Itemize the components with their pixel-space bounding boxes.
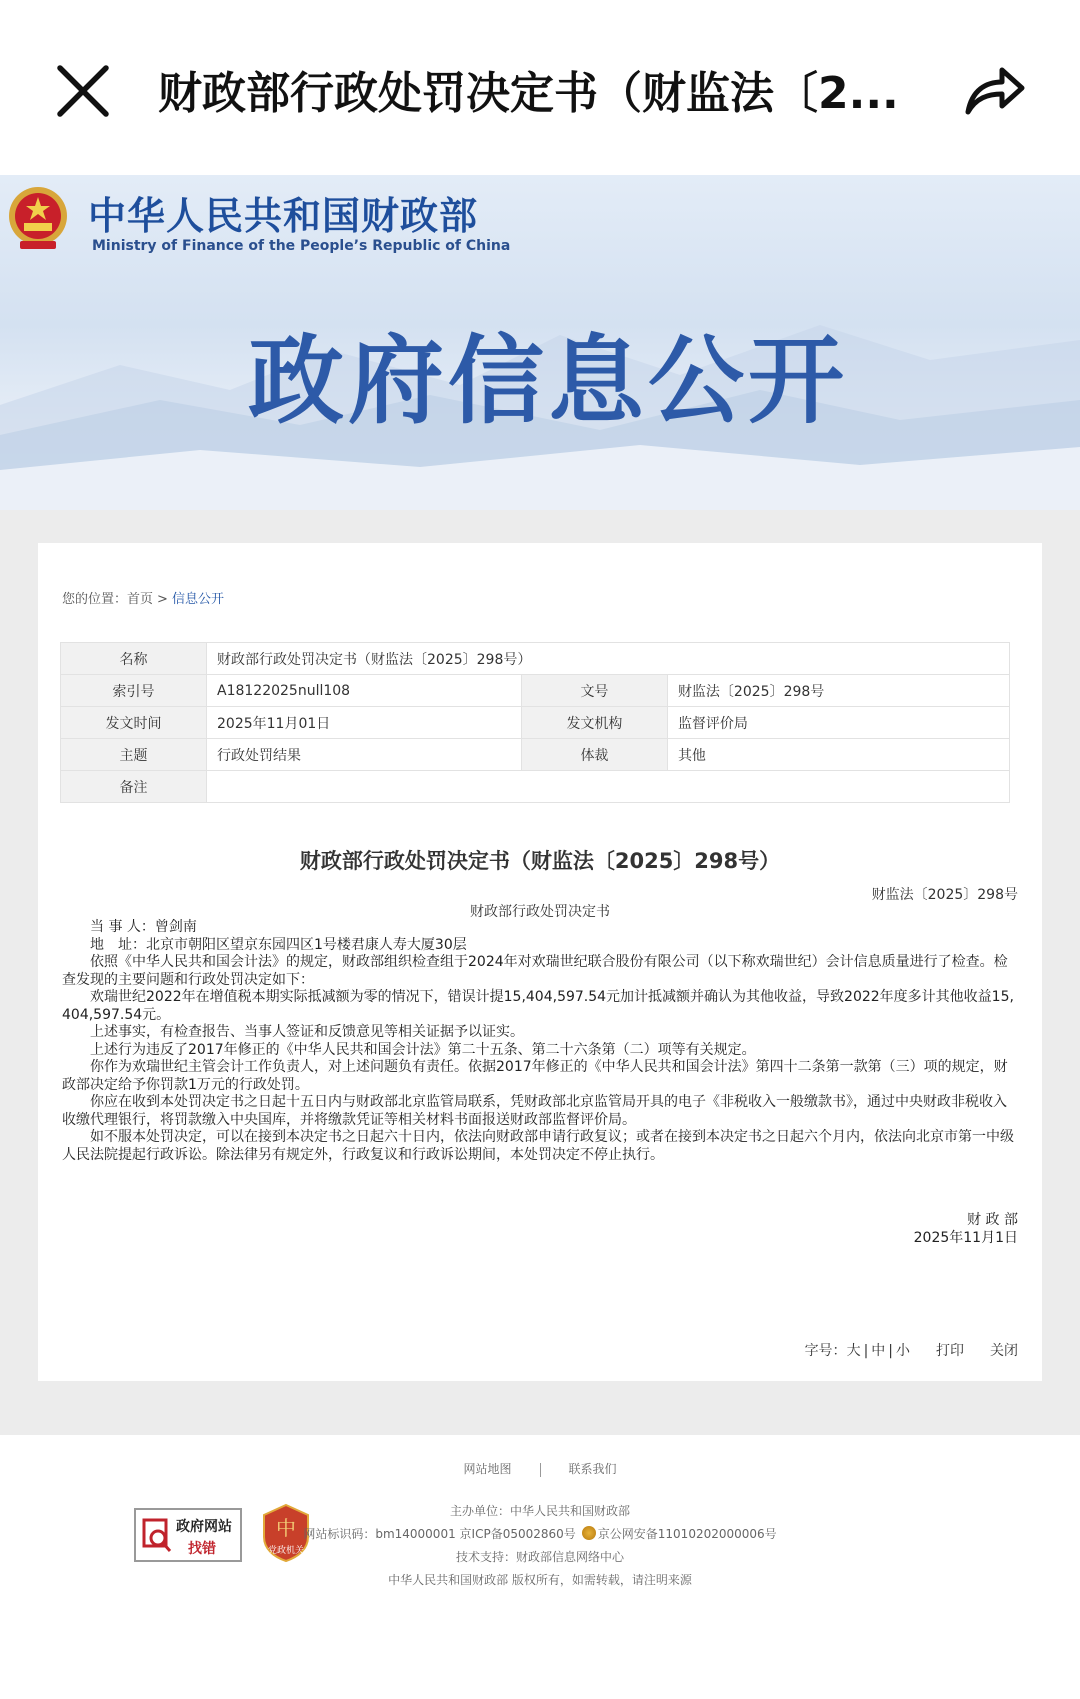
font-size-small-button[interactable]: 小 bbox=[896, 1343, 910, 1359]
signature-date: 2025年11月1日 bbox=[913, 1230, 1018, 1246]
body-paragraph: 如不服本处罚决定，可以在接到本决定书之日起六十日内，依法向财政部申请行政复议；或者在接到本决定书之日起六个月内，依法向北京市第一中级人民法院提起行政诉讼。除法律另有规定外，行政复议和行政诉讼期间，本处罚决定不停止执行。 bbox=[62, 1129, 1014, 1163]
footer-copyright: 中华人民共和国财政部 版权所有，如需转载，请注明来源 bbox=[388, 1573, 692, 1587]
site-id: 网站标识码：bm14000001 bbox=[303, 1527, 456, 1541]
contact-link[interactable]: 联系我们 bbox=[568, 1462, 617, 1476]
sitemap-link[interactable]: 网站地图 bbox=[463, 1462, 512, 1476]
document-title: 财政部行政处罚决定书（财监法〔2025〕298号） bbox=[299, 849, 781, 873]
breadcrumb-current-link[interactable]: 信息公开 bbox=[171, 592, 224, 607]
meta-label: 文号 bbox=[521, 675, 667, 707]
banner-heading: 政府信息公开 bbox=[248, 325, 848, 437]
meta-label: 主题 bbox=[61, 739, 207, 771]
breadcrumb-separator: > bbox=[157, 592, 168, 607]
document-subtitle: 财政部行政处罚决定书 bbox=[470, 904, 610, 920]
ministry-name-en: Ministry of Finance of the People’s Republic of China bbox=[92, 238, 511, 254]
banner bbox=[0, 175, 1080, 510]
signature-org: 财 政 部 bbox=[967, 1212, 1018, 1228]
footer-links bbox=[0, 1460, 1080, 1477]
ministry-name-cn: 中华人民共和国财政部 bbox=[88, 194, 479, 238]
share-icon[interactable] bbox=[962, 60, 1028, 122]
body-paragraph: 当 事 人：曾剑南 bbox=[90, 919, 197, 935]
divider: | bbox=[863, 1343, 869, 1359]
page-tools bbox=[805, 1340, 1018, 1360]
body-paragraph: 依照《中华人民共和国会计法》的规定，财政部组织检查组于2024年对欢瑞世纪联合股份有限公司（以下称欢瑞世纪）会计信息质量进行了检查。检查发现的主要问题和行政处罚决定如下： bbox=[62, 954, 1008, 988]
document-body bbox=[62, 919, 1018, 1164]
divider bbox=[540, 1463, 541, 1477]
meta-value bbox=[207, 771, 1010, 803]
divider: | bbox=[888, 1343, 893, 1359]
breadcrumb-home-link[interactable]: 首页 bbox=[127, 592, 154, 607]
print-button[interactable]: 打印 bbox=[936, 1343, 964, 1359]
font-size-medium-button[interactable]: 中 bbox=[871, 1343, 886, 1359]
meta-label: 名称 bbox=[61, 643, 207, 675]
content-card bbox=[38, 543, 1042, 1381]
meta-row-date bbox=[61, 707, 1010, 739]
icp-link[interactable]: 京ICP备05002860号 bbox=[459, 1527, 576, 1541]
footer-records bbox=[0, 1525, 1080, 1542]
page-title: 财政部行政处罚决定书（财监法〔2... bbox=[158, 68, 899, 119]
meta-value: 财政部行政处罚决定书（财监法〔2025〕298号） bbox=[207, 643, 1010, 675]
meta-label: 备注 bbox=[61, 771, 207, 803]
meta-label: 索引号 bbox=[61, 675, 207, 707]
breadcrumb-prefix: 您的位置： bbox=[62, 592, 128, 607]
badge-gov-line1: 政府网站 bbox=[176, 1519, 232, 1535]
meta-row-name bbox=[61, 643, 1010, 675]
signature-block bbox=[914, 1211, 1018, 1247]
body-paragraph: 上述行为违反了2017年修正的《中华人民共和国会计法》第二十五条、第二十六条第（二）项等有关规定。 bbox=[90, 1041, 756, 1058]
close-page-button[interactable]: 关闭 bbox=[990, 1343, 1018, 1359]
breadcrumb bbox=[62, 588, 224, 607]
document-number: 财监法〔2025〕298号 bbox=[871, 887, 1018, 903]
meta-label: 体裁 bbox=[521, 739, 667, 771]
document-meta-table bbox=[60, 642, 1010, 803]
font-size-large-button[interactable]: 大 bbox=[846, 1343, 861, 1359]
meta-value: 财监法〔2025〕298号 bbox=[667, 675, 1009, 707]
meta-row-remark bbox=[61, 771, 1010, 803]
meta-row-index bbox=[61, 675, 1010, 707]
font-size-label: 字号： bbox=[804, 1343, 847, 1359]
body-paragraph: 欢瑞世纪2022年在增值税本期实际抵减额为零的情况下，错误计提15,404,597.54元加计抵减额并确认为其他收益，导致2022年度多计其他收益15,404,597.54元。 bbox=[62, 989, 1014, 1023]
police-badge-icon bbox=[582, 1526, 596, 1540]
footer-tech: 技术支持：财政部信息网络中心 bbox=[455, 1550, 624, 1564]
meta-value: 行政处罚结果 bbox=[207, 739, 522, 771]
national-emblem-icon bbox=[6, 183, 70, 253]
meta-value: 2025年11月01日 bbox=[207, 707, 522, 739]
body-paragraph: 上述事实，有检查报告、当事人签证和反馈意见等相关证据予以证实。 bbox=[90, 1024, 524, 1040]
badge-red-label: 党政机关 bbox=[267, 1546, 304, 1556]
meta-value: A18122025null108 bbox=[207, 675, 522, 707]
footer bbox=[0, 1435, 1080, 1615]
meta-row-topic bbox=[61, 739, 1010, 771]
body-paragraph: 你作为欢瑞世纪主管会计工作负责人，对上述问题负有责任。依据2017年修正的《中华人民共和国会计法》第四十二条第一款第（三）项的规定，财政部决定给予你罚款1万元的行政处罚。 bbox=[62, 1059, 1008, 1093]
svg-text:中: 中 bbox=[276, 1516, 296, 1540]
meta-label: 发文机构 bbox=[521, 707, 667, 739]
app-bar bbox=[0, 0, 1080, 175]
meta-value: 监督评价局 bbox=[667, 707, 1009, 739]
footer-sponsor: 主办单位：中华人民共和国财政部 bbox=[449, 1504, 630, 1518]
police-record-link[interactable]: 京公网安备11010202000006号 bbox=[597, 1527, 777, 1541]
meta-label: 发文时间 bbox=[61, 707, 207, 739]
body-paragraph: 你应在收到本处罚决定书之日起十五日内与财政部北京监管局联系，凭财政部北京监管局开具的电子《非税收入一般缴款书》，通过中央财政非税收入收缴代理银行，将罚款缴入中央国库，并将缴款凭证等相关材料书面报送财政部监督评价局。 bbox=[62, 1094, 1007, 1128]
badge-gov-line2: 找错 bbox=[188, 1541, 216, 1557]
meta-value: 其他 bbox=[667, 739, 1009, 771]
close-icon[interactable] bbox=[52, 60, 114, 122]
body-paragraph: 地 址：北京市朝阳区望京东园四区1号楼君康人寿大厦30层 bbox=[90, 936, 467, 953]
